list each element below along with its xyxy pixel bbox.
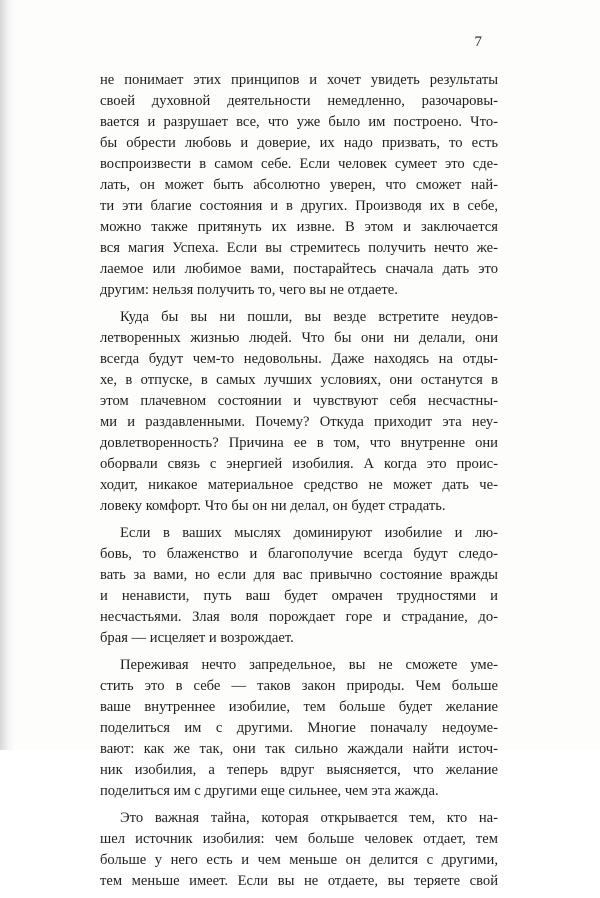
text-line: вается и разрушает все, что уже было им построено. Что- bbox=[100, 114, 498, 130]
paragraph-3 bbox=[100, 523, 498, 649]
text-line: Если в ваших мыслях доминируют изобилие и лю- bbox=[120, 525, 498, 541]
paragraph-2 bbox=[100, 307, 498, 517]
text-line: можно также притянуть их извне. В этом и заключается bbox=[100, 219, 498, 235]
text-line: тем меньше имеет. Если вы не отдаете, вы теряете свой bbox=[100, 873, 498, 889]
text-line: воспроизвести в самом себе. Если человек сумеет это сде- bbox=[100, 156, 498, 172]
text-line: Куда бы вы ни пошли, вы везде встретите неудов- bbox=[120, 309, 498, 325]
text-line: другим: нельзя получить то, чего вы не отдаете. bbox=[100, 282, 398, 298]
text-line: и ненависти, путь ваш будет омрачен трудностями и bbox=[100, 588, 498, 604]
text-line: бовь, то блаженство и благополучие всегда будут следо- bbox=[100, 546, 498, 562]
text-line: этом плачевном состоянии и чувствуют себя несчастны- bbox=[100, 393, 498, 409]
text-line: ваше внутреннее изобилие, тем больше будет желание bbox=[100, 699, 498, 715]
text-line: вать за вами, но если для вас привычно состояние вражды bbox=[100, 567, 498, 583]
text-line: лать, он может быть абсолютно уверен, что сможет най- bbox=[100, 177, 498, 193]
text-line: несчастьями. Злая воля порождает горе и страдание, до- bbox=[100, 609, 498, 625]
text-line: вают: как же так, они так сильно жаждали найти источ- bbox=[100, 741, 498, 757]
text-line: оборвали связь с энергией изобилия. А когда это проис- bbox=[100, 456, 498, 472]
text-line: ми и раздавленными. Почему? Откуда приходит эта неу- bbox=[100, 414, 498, 430]
page-number: 7 bbox=[474, 34, 482, 50]
text-line: всегда будут чем-то недовольны. Даже находясь на отды- bbox=[100, 351, 498, 367]
text-line: ловеку комфорт. Что бы он ни делал, он будет страдать. bbox=[100, 498, 446, 514]
paragraph-5 bbox=[100, 808, 498, 892]
text-line: ходит, никакое материальное средство не может дать че- bbox=[100, 477, 498, 493]
text-line: Это важная тайна, которая открывается тем, кто на- bbox=[120, 810, 498, 826]
text-line: вся магия Успеха. Если вы стремитесь получить нечто же- bbox=[100, 240, 498, 256]
text-line: ник изобилия, а теперь вдруг выясняется, что желание bbox=[100, 762, 498, 778]
text-line: довлетворенность? Причина ее в том, что внутренне они bbox=[100, 435, 498, 451]
paragraph-4 bbox=[100, 655, 498, 802]
text-line: поделиться им с другими. Многие поначалу недоуме- bbox=[100, 720, 498, 736]
text-line: лаемое или любимое вами, постарайтесь сначала дать это bbox=[100, 261, 498, 277]
text-line: летворенных жизнью людей. Что бы они ни делали, они bbox=[100, 330, 498, 346]
paragraph-1 bbox=[100, 70, 498, 301]
text-line: шел источник изобилия: чем больше человек отдает, тем bbox=[100, 831, 498, 847]
text-line: ти эти благие состояния и в других. Производя их в себе, bbox=[100, 198, 498, 214]
text-line: своей духовной деятельности немедленно, разочаровы- bbox=[100, 93, 498, 109]
body-text bbox=[100, 70, 498, 898]
text-line: бы обрести любовь и доверие, их надо призвать, то есть bbox=[100, 135, 498, 151]
text-line: брая — исцеляет и возрождает. bbox=[100, 630, 294, 646]
text-line: больше у него есть и чем меньше он делится с другими, bbox=[100, 852, 498, 868]
text-line: Переживая нечто запредельное, вы не сможете уме- bbox=[120, 657, 498, 673]
text-line: хе, в отпуске, в самых лучших условиях, они останутся в bbox=[100, 372, 498, 388]
text-line: стить это в себе — таков закон природы. Чем больше bbox=[100, 678, 498, 694]
text-line: поделиться им с другими еще сильнее, чем эта жажда. bbox=[100, 783, 439, 799]
page-binding-shadow bbox=[0, 0, 14, 750]
text-line: не понимает этих принципов и хочет увидеть результаты bbox=[100, 72, 498, 88]
